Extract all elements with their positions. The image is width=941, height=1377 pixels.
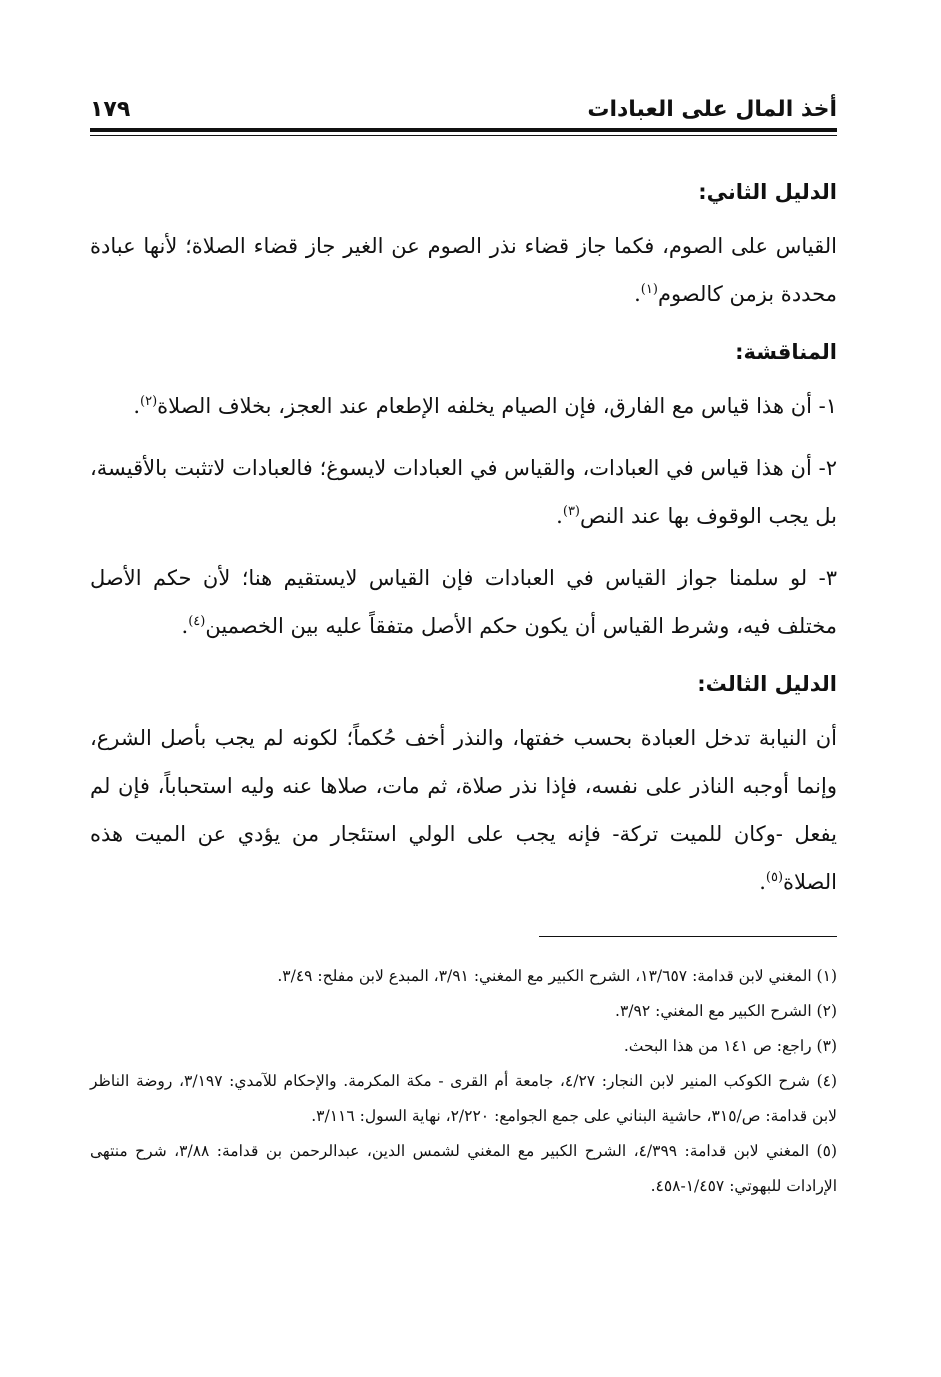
footnote-marker: (٣) bbox=[562, 504, 580, 519]
section-heading: المناقشة: bbox=[735, 340, 837, 364]
paragraph-end: . bbox=[133, 394, 141, 418]
running-title: أخذ المال على العبادات bbox=[587, 97, 837, 122]
footnote-separator bbox=[539, 936, 837, 937]
paragraph bbox=[90, 222, 837, 318]
section-heading: الدليل الثالث: bbox=[697, 672, 837, 696]
paragraph-text: أن النيابة تدخل العبادة بحسب خفتها، والنذر أخف حُكماً؛ لكونه لم يجب بأصل الشرع، وإنما أوجبه الناذر على نفسه، فإذا نذر صلاة، ثم مات، صلاها عنه وليه استحباباً، فإن لم يفعل -وكان للميت تركة- فإنه يجب على الولي استئجار من يؤدي عن الميت هذه الصلاة bbox=[90, 726, 837, 894]
paragraph-text: ٢- أن هذا قياس في العبادات، والقياس في العبادات لايسوغ؛ فالعبادات لاتثبت بالأقيسة، بل يجب الوقوف بها عند النص bbox=[90, 456, 837, 528]
footnote: (٢) الشرح الكبير مع المغني: ٣/٩٢. bbox=[615, 1002, 837, 1020]
paragraph bbox=[90, 554, 837, 650]
footnote-marker: (٢) bbox=[140, 394, 158, 409]
book-page bbox=[90, 80, 837, 1204]
footnotes bbox=[90, 959, 837, 1204]
paragraph bbox=[90, 382, 837, 430]
running-header bbox=[90, 80, 837, 122]
paragraph-text: ٣- لو سلمنا جواز القياس في العبادات فإن القياس لايستقيم هنا؛ لأن حكم الأصل مختلف فيه، وشرط القياس أن يكون حكم الأصل متفقاً عليه بين الخصمين bbox=[90, 566, 837, 638]
main-text bbox=[90, 176, 837, 906]
paragraph bbox=[90, 444, 837, 540]
footnote: (٥) المغني لابن قدامة: ٤/٣٩٩، الشرح الكبير مع المغني لشمس الدين، عبدالرحمن بن قدامة: ٣/٨٨، شرح منتهى الإرادات للبهوتي: ١/٤٥٧-٤٥٨. bbox=[90, 1142, 837, 1195]
paragraph bbox=[90, 714, 837, 906]
paragraph-text: القياس على الصوم، فكما جاز قضاء نذر الصوم عن الغير جاز قضاء الصلاة؛ لأنها عبادة محددة بزمن كالصوم bbox=[90, 234, 837, 306]
footnote-marker: (١) bbox=[640, 282, 658, 297]
paragraph-text: ١- أن هذا قياس مع الفارق، فإن الصيام يخلفه الإطعام عند العجز، بخلاف الصلاة bbox=[157, 394, 837, 418]
footnote: (٣) راجع: ص ١٤١ من هذا البحث. bbox=[623, 1037, 837, 1055]
footnote: (١) المغني لابن قدامة: ١٣/٦٥٧، الشرح الكبير مع المغني: ٣/٩١، المبدع لابن مفلح: ٣/٤٩. bbox=[277, 967, 837, 985]
header-rule-thick bbox=[90, 128, 837, 132]
paragraph-end: . bbox=[634, 282, 641, 306]
section-second-evidence bbox=[90, 176, 837, 318]
section-third-evidence bbox=[90, 668, 837, 906]
paragraph-end: . bbox=[556, 504, 563, 528]
section-heading: الدليل الثاني: bbox=[698, 180, 837, 204]
footnote-marker: (٤) bbox=[188, 614, 206, 629]
page-number: ١٧٩ bbox=[90, 97, 131, 122]
section-discussion bbox=[90, 336, 837, 650]
paragraph-end: . bbox=[759, 870, 766, 894]
footnote: (٤) شرح الكوكب المنير لابن النجار: ٤/٢٧، جامعة أم القرى - مكة المكرمة. والإحكام للآمدي: ٣/١٩٧، روضة الناظر لابن قدامة: ص/٣١٥، حاشية البناني على جمع الجوامع: ٢/٢٢٠، نهاية السول: ٣/١١٦. bbox=[90, 1072, 838, 1125]
paragraph-end: . bbox=[181, 614, 189, 638]
header-rule-thin bbox=[90, 135, 837, 136]
footnote-marker: (٥) bbox=[765, 870, 784, 885]
